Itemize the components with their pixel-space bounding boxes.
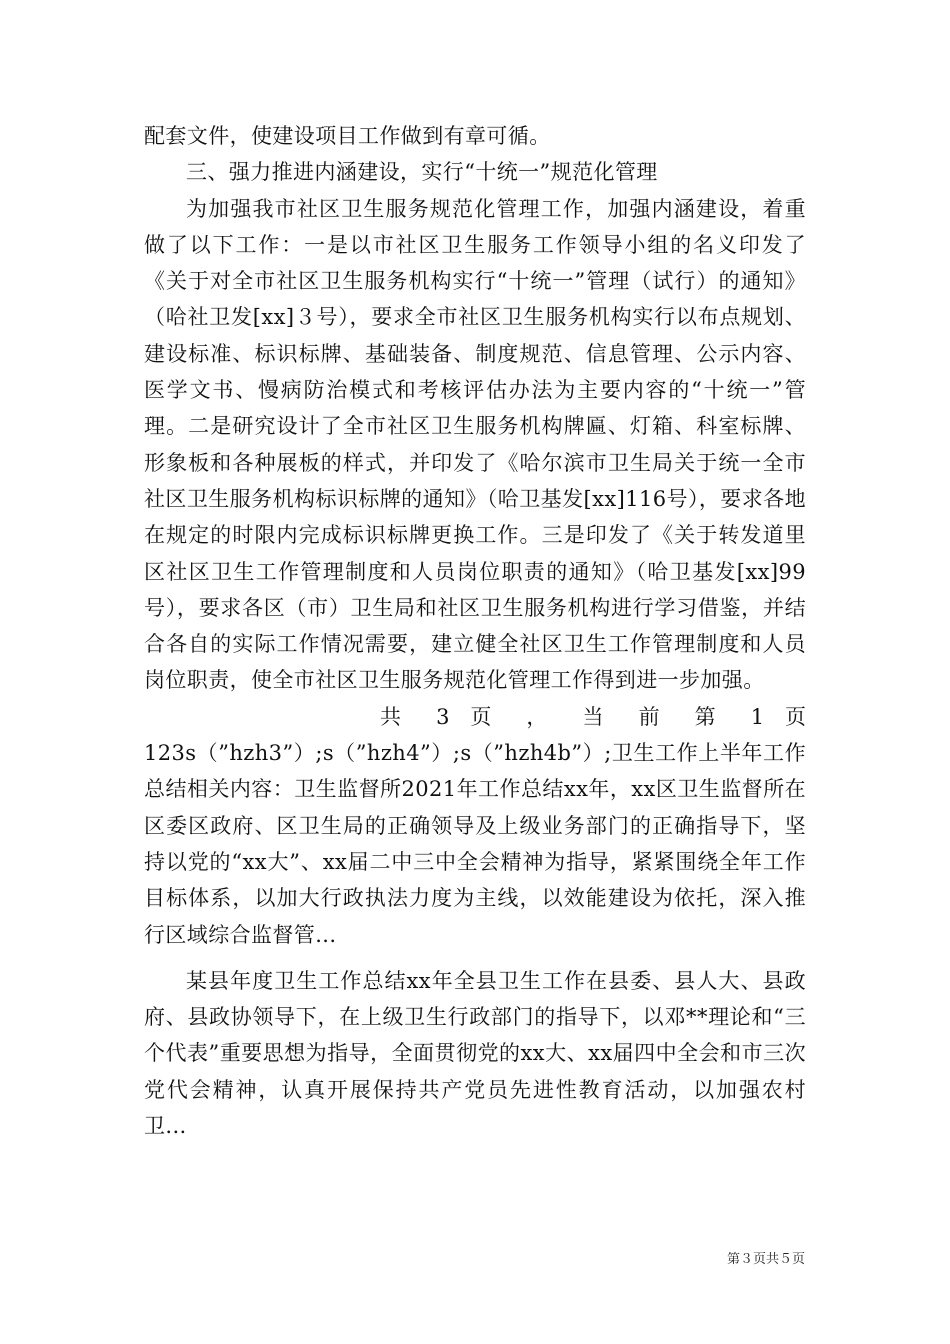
page-footer: 第３页共５页 [726, 1252, 805, 1267]
paragraph-main: 为加强我市社区卫生服务规范化管理工作，加强内涵建设，着重做了以下工作：一是以市社区卫生服务工作领导小组的名义印发了《关于对全市社区卫生服务机构实行“十统一”管理（试行）的通知》（哈社卫发[xx]３号），要求全市社区卫生服务机构实行以布点规划、建设标准、标识标牌、基础装备、制度规范、信息管理、公示内容、医学文书、慢病防治模式和考核评估办法为主要内容的“十统一”管理。二是研究设计了全市社区卫生服务机构牌匾、灯箱、科室标牌、形象板和各种展板的样式，并印发了《哈尔滨市卫生局关于统一全市社区卫生服务机构标识标牌的通知》（哈卫基发[xx]116号），要求各地在规定的时限内完成标识标牌更换工作。三是印发了《关于转发道里区社区卫生工作管理制度和人员岗位职责的通知》（哈卫基发[xx]99号），要求各区（市）卫生局和社区卫生服务机构进行学习借鉴，并结合各自的实际工作情况需要，建立健全社区卫生工作管理制度和人员岗位职责，使全市社区卫生服务规范化管理工作得到进一步加强。 [144, 196, 806, 693]
paragraph-continuation: 配套文件，使建设项目工作做到有章可循。 [144, 124, 551, 148]
page-count-line: 共 3 页 ， 当 前 第 1 页 [380, 704, 806, 729]
paragraph-county-summary: 某县年度卫生工作总结xx年全县卫生工作在县委、县人大、县政府、县政协领导下，在上级卫生行政部门的指导下，以邓**理论和“三个代表”重要思想为指导，全面贯彻党的xx大、xx届四中全会和市三次党代会精神，认真开展保持共产党员先进性教育活动，以加强农村卫... [144, 968, 806, 1139]
document-body [144, 118, 806, 1144]
paragraph-related: 123s（”hzh3”）;s（”hzh4”）;s（”hzh4b”）;卫生工作上半年工作总结相关内容：卫生监督所2021年工作总结xx年，xx区卫生监督所在区委区政府、区卫生局的正确领导及上级业务部门的正确指导下，坚持以党的“xx大”、xx届二中三中全会精神为指导，紧紧围绕全年工作目标体系，以加大行政执法力度为主线，以效能建设为依托，深入推行区域综合监督管... [144, 741, 806, 947]
section-heading: 三、强力推进内涵建设，实行“十统一”规范化管理 [186, 160, 658, 185]
